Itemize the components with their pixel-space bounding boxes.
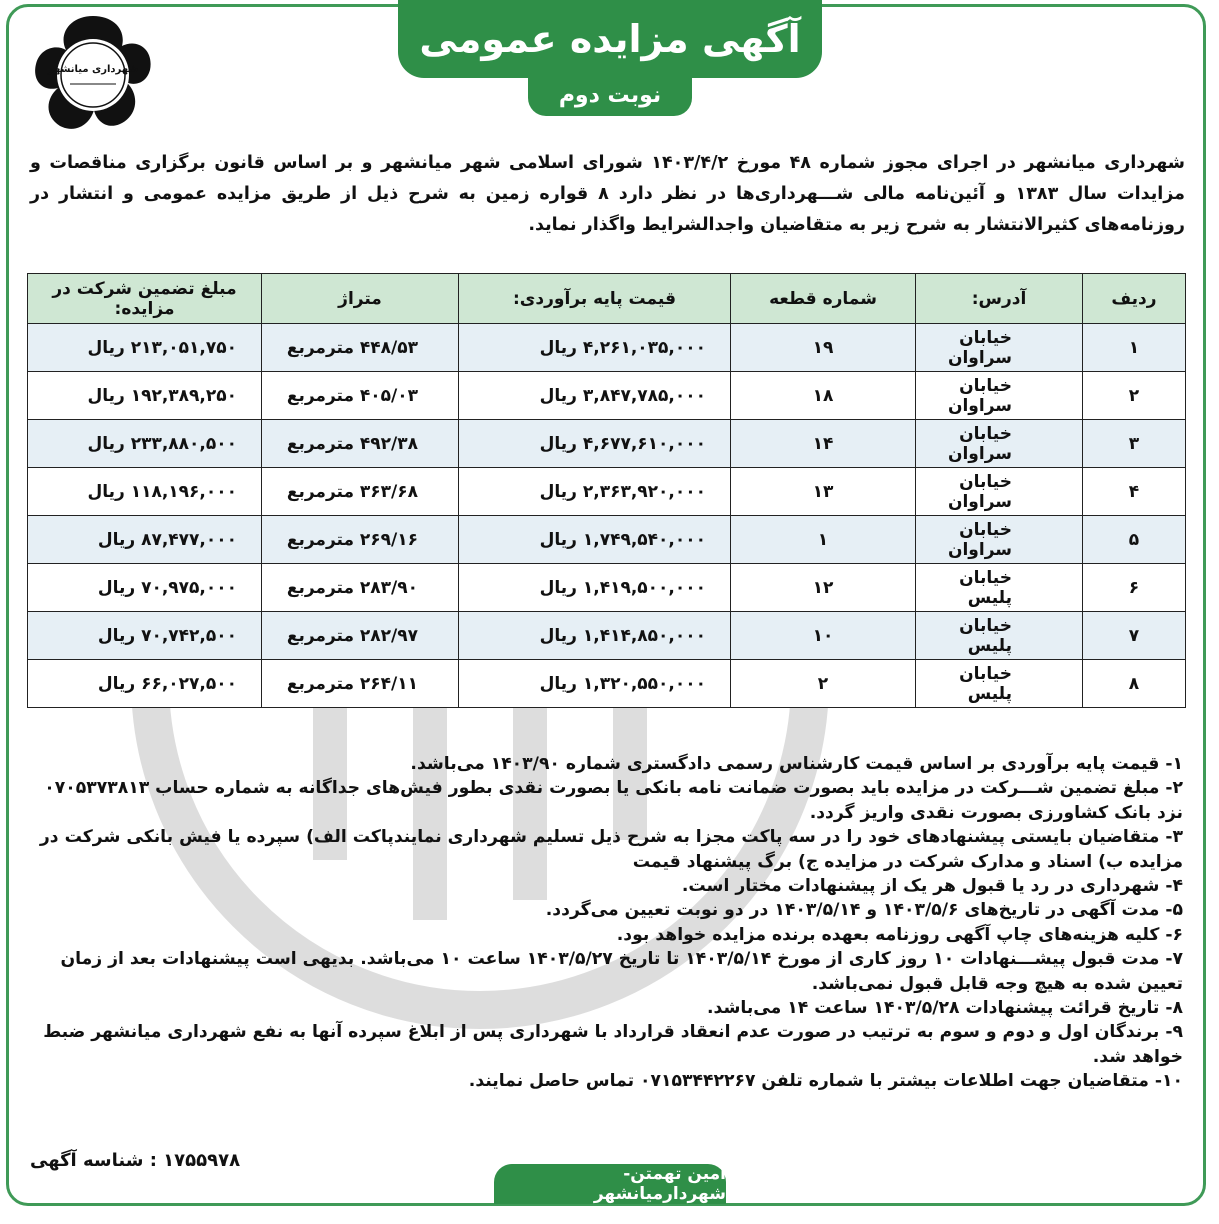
cell-price: ۲,۳۶۳,۹۲۰,۰۰۰ ریال (459, 468, 731, 516)
header-area: متراژ (262, 274, 459, 324)
signature-text: امین تهمتن-شهردارمیانشهر (593, 1164, 726, 1204)
table-row (28, 372, 1186, 420)
header-price: قیمت پایه برآوردی: (459, 274, 731, 324)
note-item: ۲- مبلغ تضمین شـــرکت در مزایده باید بصورت ضمانت نامه بانکی یا بصورت نقدی بطور فیش‌های جداگانه به شماره حساب ۰۷۰۵۳۷۳۸۱۳ نزد بانک کشاورزی بصورت نقدی واریز گردد. (44, 778, 1183, 823)
ad-identifier: ۱۷۵۵۹۷۸ : شناسه آگهی (30, 1150, 241, 1171)
municipality-logo (30, 12, 156, 138)
cell-deposit: ۶۶,۰۲۷,۵۰۰ ریال (28, 660, 262, 708)
note-item: ۴- شهرداری در رد یا قبول هر یک از پیشنهادات مختار است. (681, 876, 1183, 897)
table-row (28, 468, 1186, 516)
notes-list (22, 752, 1183, 1094)
table-row (28, 324, 1186, 372)
cell-area: ۴۹۲/۳۸ مترمربع (262, 420, 459, 468)
cell-row-number: ۸ (1083, 660, 1186, 708)
cell-price: ۱,۷۴۹,۵۴۰,۰۰۰ ریال (459, 516, 731, 564)
cell-row-number: ۱ (1083, 324, 1186, 372)
cell-row-number: ۲ (1083, 372, 1186, 420)
cell-price: ۴,۶۷۷,۶۱۰,۰۰۰ ریال (459, 420, 731, 468)
cell-row-number: ۵ (1083, 516, 1186, 564)
cell-parcel: ۱۳ (731, 468, 916, 516)
table-row (28, 660, 1186, 708)
cell-area: ۲۸۳/۹۰ مترمربع (262, 564, 459, 612)
cell-area: ۲۸۲/۹۷ مترمربع (262, 612, 459, 660)
table-row (28, 420, 1186, 468)
table-row (28, 564, 1186, 612)
intro-paragraph: شهرداری میانشهر در اجرای مجوز شماره ۴۸ مورخ ۱۴۰۳/۴/۲ شورای اسلامی شهر میانشهر و بر اساس قانون برگزاری مناقصات و مزایدات سال ۱۳۸۳ و آئین‌نامه مالی شـــهرداری‌ها در نظر دارد ۸ قواره زمین به شرح ذیل از طریق مزایده عمومی و انتشار در روزنامه‌های کثیرالانتشار به شرح زیر به متقاضیان واجدالشرایط واگذار نماید. (30, 153, 1186, 235)
header-deposit: مبلغ تضمین شرکت در مزایده: (28, 274, 262, 324)
note-item: ۱۰- متقاضیان جهت اطلاعات بیشتر با شماره تلفن ۰۷۱۵۳۴۴۲۲۶۷ تماس حاصل نمایند. (468, 1071, 1183, 1092)
cell-address: خیابان پلیس (916, 660, 1083, 708)
cell-deposit: ۸۷,۴۷۷,۰۰۰ ریال (28, 516, 262, 564)
cell-price: ۱,۴۱۹,۵۰۰,۰۰۰ ریال (459, 564, 731, 612)
table-row (28, 612, 1186, 660)
cell-address: خیابان پلیس (916, 612, 1083, 660)
table-row (28, 516, 1186, 564)
cell-area: ۲۶۴/۱۱ مترمربع (262, 660, 459, 708)
cell-area: ۴۴۸/۵۳ مترمربع (262, 324, 459, 372)
header-address: آدرس: (916, 274, 1083, 324)
page-title (398, 0, 822, 78)
cell-price: ۴,۲۶۱,۰۳۵,۰۰۰ ریال (459, 324, 731, 372)
note-item: ۸- تاریخ قرائت پیشنهادات ۱۴۰۳/۵/۲۸ ساعت ۱۴ می‌باشد. (707, 998, 1183, 1019)
cell-address: خیابان سراوان (916, 372, 1083, 420)
cell-row-number: ۴ (1083, 468, 1186, 516)
cell-area: ۲۶۹/۱۶ مترمربع (262, 516, 459, 564)
note-item: ۷- مدت قبول پیشـــنهادات ۱۰ روز کاری از مورخ ۱۴۰۳/۵/۱۴ تا تاریخ ۱۴۰۳/۵/۲۷ ساعت ۱۰ می‌باشد. بدیهی است پیشنهادات بعد از زمان تعیین شده به هیچ وجه قابل قبول نمی‌باشد. (60, 949, 1183, 994)
subtitle-text: نوبت دوم (558, 82, 662, 108)
cell-deposit: ۱۱۸,۱۹۶,۰۰۰ ریال (28, 468, 262, 516)
cell-address: خیابان سراوان (916, 324, 1083, 372)
cell-address: خیابان پلیس (916, 564, 1083, 612)
cell-parcel: ۱۲ (731, 564, 916, 612)
cell-price: ۱,۴۱۴,۸۵۰,۰۰۰ ریال (459, 612, 731, 660)
header-parcel: شماره قطعه (731, 274, 916, 324)
cell-area: ۳۶۳/۶۸ مترمربع (262, 468, 459, 516)
header-row-number: ردیف (1083, 274, 1186, 324)
note-item: ۶- کلیه هزینه‌های چاپ آگهی روزنامه بعهده برنده مزایده خواهد بود. (616, 924, 1183, 945)
cell-price: ۳,۸۴۷,۷۸۵,۰۰۰ ریال (459, 372, 731, 420)
cell-row-number: ۳ (1083, 420, 1186, 468)
cell-address: خیابان سراوان (916, 468, 1083, 516)
cell-deposit: ۷۰,۷۴۲,۵۰۰ ریال (28, 612, 262, 660)
note-item: ۱- قیمت پایه برآوردی بر اساس قیمت کارشناس رسمی دادگستری شماره ۱۴۰۳/۹۰ می‌باشد. (410, 754, 1183, 774)
cell-row-number: ۷ (1083, 612, 1186, 660)
cell-deposit: ۲۳۳,۸۸۰,۵۰۰ ریال (28, 420, 262, 468)
cell-deposit: ۲۱۳,۰۵۱,۷۵۰ ریال (28, 324, 262, 372)
cell-address: خیابان سراوان (916, 516, 1083, 564)
cell-parcel: ۱۰ (731, 612, 916, 660)
cell-parcel: ۱۴ (731, 420, 916, 468)
logo-text: شهرداری میانشهر (47, 64, 139, 75)
auction-table (27, 273, 1186, 708)
cell-parcel: ۲ (731, 660, 916, 708)
cell-address: خیابان سراوان (916, 420, 1083, 468)
cell-parcel: ۱۹ (731, 324, 916, 372)
note-item: ۵- مدت آگهی در تاریخ‌های ۱۴۰۳/۵/۶ و ۱۴۰۳/۵/۱۴ در دو نوبت تعیین می‌گردد. (545, 900, 1183, 921)
cell-row-number: ۶ (1083, 564, 1186, 612)
note-item: ۳- متقاضیان بایستی پیشنهادهای خود را در سه پاکت مجزا به شرح ذیل تسلیم شهرداری نمایند‌پاکت الف) سپرده یا فیش بانکی شرکت در مزایده ب) اسناد و مدارک شرکت در مزایده ج) برگ پیشنهاد قیمت (39, 827, 1183, 872)
page-subtitle (528, 74, 692, 116)
cell-parcel: ۱۸ (731, 372, 916, 420)
cell-parcel: ۱ (731, 516, 916, 564)
cell-price: ۱,۳۲۰,۵۵۰,۰۰۰ ریال (459, 660, 731, 708)
note-item: ۹- برندگان اول و دوم و سوم به ترتیب در صورت عدم انعقاد قرارداد با شهرداری پس از ابلاغ سپرده آنها به نفع شهرداری میانشهر ضبط خواهد شد. (43, 1022, 1183, 1067)
cell-deposit: ۷۰,۹۷۵,۰۰۰ ریال (28, 564, 262, 612)
title-text: آگهی مزایده عمومی (419, 17, 801, 61)
cell-deposit: ۱۹۲,۳۸۹,۲۵۰ ریال (28, 372, 262, 420)
table-header-row (28, 274, 1186, 324)
signature-tab (494, 1164, 726, 1204)
cell-area: ۴۰۵/۰۳ مترمربع (262, 372, 459, 420)
